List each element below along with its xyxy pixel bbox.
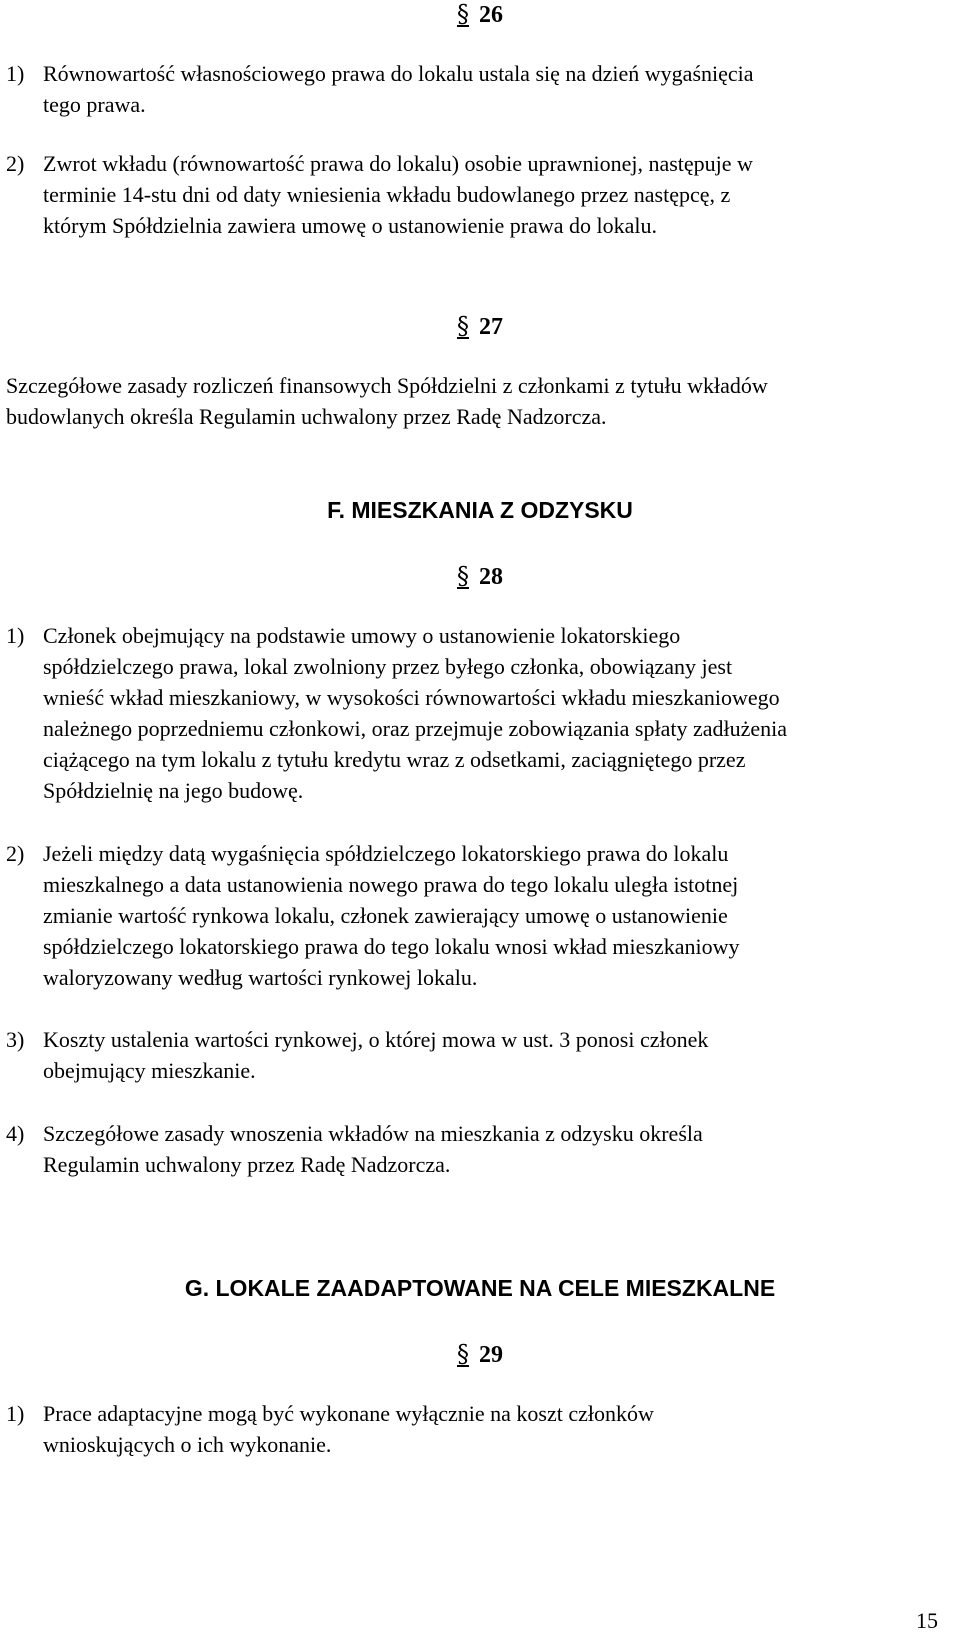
chapter-heading: G. LOKALE ZAADAPTOWANE NA CELE MIESZKALNE xyxy=(184,1275,776,1301)
chapter-heading: F. MIESZKANIA Z ODZYSKU xyxy=(327,497,633,523)
section-number: 28 xyxy=(479,564,503,590)
paragraph-line: Szczegółowe zasady rozliczeń finansowych Spółdzielni z członkami z tytułu wkładów xyxy=(6,373,768,398)
item-text-line: Prace adaptacyjne mogą być wykonane wyłącznie na koszt członków xyxy=(43,1401,654,1426)
item-text-line: którym Spółdzielnia zawiera umowę o ustanowienie prawa do lokalu. xyxy=(43,213,657,238)
item-text-line: Koszty ustalenia wartości rynkowej, o której mowa w ust. 3 ponosi członek xyxy=(43,1027,709,1052)
item-text-line: terminie 14-stu dni od daty wniesienia wkładu budowlanego przez następcę, z xyxy=(43,182,731,207)
item-text-line: tego prawa. xyxy=(43,92,146,117)
item-text-line: należnego poprzedniemu członkowi, oraz przejmuje zobowiązania spłaty zadłużenia xyxy=(43,716,788,741)
item-number: 3) xyxy=(6,1027,25,1052)
item-text-line: obejmujący mieszkanie. xyxy=(43,1058,256,1083)
item-text-line: Spółdzielnię na jego budowę. xyxy=(43,778,304,803)
item-text-line: Regulamin uchwalony przez Radę Nadzorcza. xyxy=(43,1152,451,1177)
item-text-line: ciążącego na tym lokalu z tytułu kredytu wraz z odsetkami, zaciągniętego przez xyxy=(43,747,746,772)
item-text-line: Jeżeli między datą wygaśnięcia spółdzielczego lokatorskiego prawa do lokalu xyxy=(43,841,729,866)
paragraph xyxy=(6,370,946,432)
item-text-line: waloryzowany według wartości rynkowej lokalu. xyxy=(43,965,478,990)
paragraph-line: budowlanych określa Regulamin uchwalony przez Radę Nadzorcza. xyxy=(6,404,607,429)
item-number: 4) xyxy=(6,1121,25,1146)
item-text-line: spółdzielczego lokatorskiego prawa do tego lokalu wnosi wkład mieszkaniowy xyxy=(43,934,740,959)
item-text-line: mieszkalnego a data ustanowienia nowego prawa do tego lokalu uległa istotnej xyxy=(43,872,739,897)
item-number: 1) xyxy=(6,1401,25,1426)
page-number: 15 xyxy=(916,1608,938,1633)
section-heading-26 xyxy=(0,0,960,29)
section-sign-icon: § xyxy=(457,562,469,590)
section-sign-icon: § xyxy=(457,312,469,340)
section-heading-29 xyxy=(0,1340,960,1369)
section-number: 29 xyxy=(479,1342,503,1368)
item-number: 1) xyxy=(6,61,25,86)
item-text-line: zmianie wartość rynkowa lokalu, członek zawierający umowę o ustanowienie xyxy=(43,903,728,928)
section-sign-icon: § xyxy=(457,0,469,28)
item-number: 1) xyxy=(6,623,25,648)
item-text-line: Członek obejmujący na podstawie umowy o ustanowienie lokatorskiego xyxy=(43,623,681,648)
item-text-line: Szczegółowe zasady wnoszenia wkładów na mieszkania z odzysku określa xyxy=(43,1121,703,1146)
item-text-line: spółdzielczego prawa, lokal zwolniony przez byłego członka, obowiązany jest xyxy=(43,654,733,679)
section-heading-28 xyxy=(0,562,960,591)
item-text-line: Równowartość własnościowego prawa do lokalu ustala się na dzień wygaśnięcia xyxy=(43,61,754,86)
section-number: 26 xyxy=(479,2,503,28)
item-text-line: wnieść wkład mieszkaniowy, w wysokości równowartości wkładu mieszkaniowego xyxy=(43,685,780,710)
section-number: 27 xyxy=(479,314,503,340)
section-heading-27 xyxy=(0,312,960,341)
item-text-line: wnioskujących o ich wykonanie. xyxy=(43,1432,332,1457)
item-text-line: Zwrot wkładu (równowartość prawa do lokalu) osobie uprawnionej, następuje w xyxy=(43,151,753,176)
section-sign-icon: § xyxy=(457,1340,469,1368)
item-number: 2) xyxy=(6,841,25,866)
item-number: 2) xyxy=(6,151,25,176)
